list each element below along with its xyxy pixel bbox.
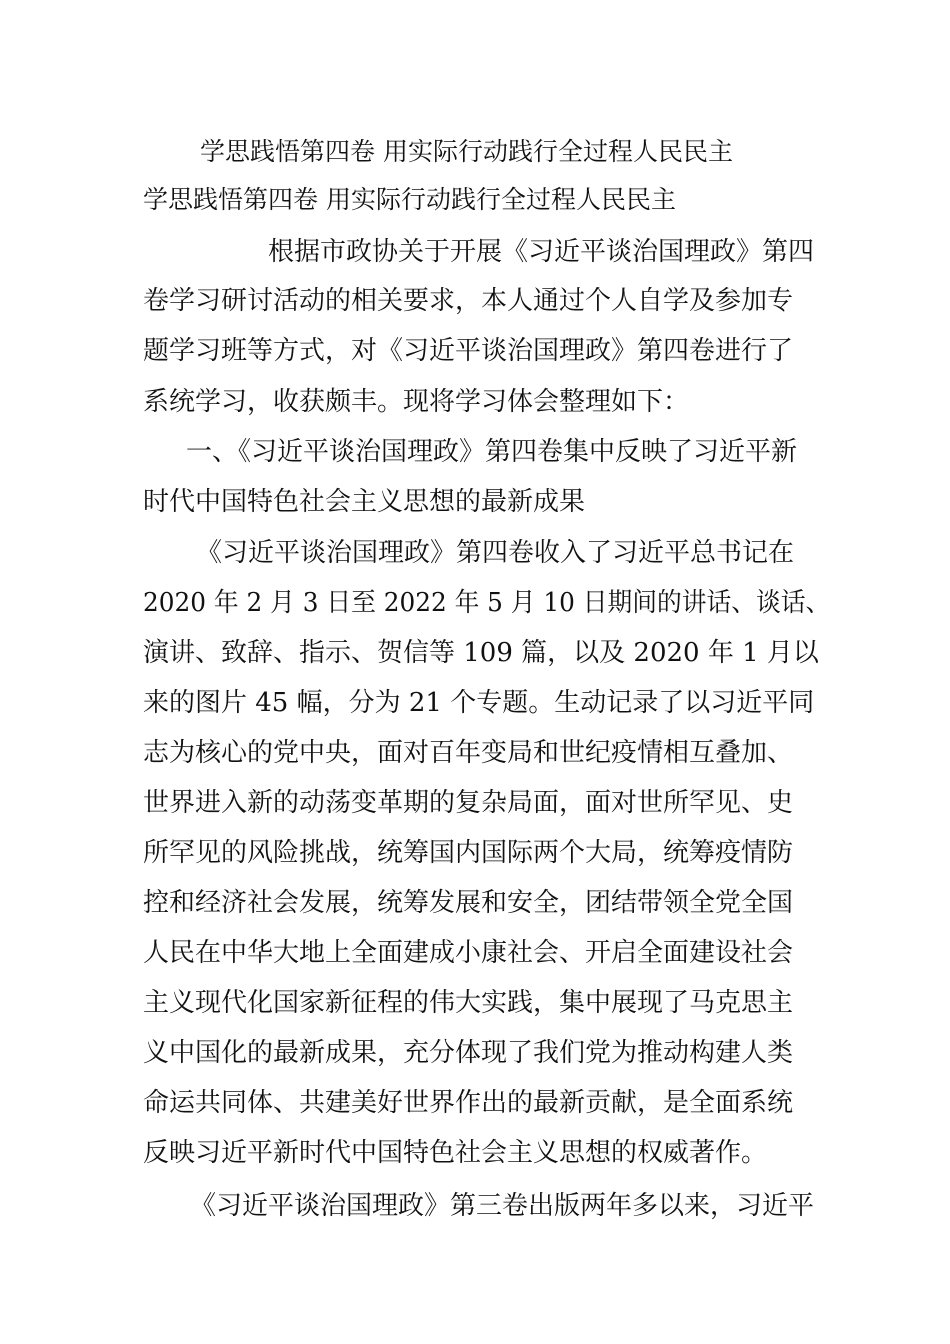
- document-title: 学思践悟第四卷 用实际行动践行全过程人民民主: [200, 137, 733, 166]
- next-paragraph-line: 《习近平谈治国理政》第三卷出版两年多以来，习近平: [190, 1191, 815, 1221]
- body-line: 世界进入新的动荡变革期的复杂局面，面对世所罕见、史: [143, 788, 794, 818]
- body-line: 来的图片 45 幅，分为 21 个专题。生动记录了以习近平同: [143, 688, 815, 718]
- body-line: 命运共同体、共建美好世界作出的最新贡献，是全面系统: [143, 1088, 794, 1118]
- body-line: 2020 年 2 月 3 日至 2022 年 5 月 10 日期间的讲话、谈话、: [143, 588, 831, 618]
- body-line: 志为核心的党中央，面对百年变局和世纪疫情相互叠加、: [143, 738, 794, 768]
- section-heading-line: 时代中国特色社会主义思想的最新成果: [143, 487, 586, 517]
- body-line: 演讲、致辞、指示、贺信等 109 篇，以及 2020 年 1 月以: [143, 638, 819, 668]
- body-line: 主义现代化国家新征程的伟大实践，集中展现了马克思主: [143, 988, 794, 1018]
- body-line: 人民在中华大地上全面建成小康社会、开启全面建设社会: [143, 938, 794, 968]
- intro-line: 根据市政协关于开展《习近平谈治国理政》第四: [268, 237, 815, 267]
- intro-line: 题学习班等方式，对《习近平谈治国理政》第四卷进行了: [143, 336, 794, 366]
- body-line: 反映习近平新时代中国特色社会主义思想的权威著作。: [143, 1138, 768, 1168]
- section-heading-line: 一、《习近平谈治国理政》第四卷集中反映了习近平新: [186, 437, 798, 467]
- intro-line: 系统学习，收获颇丰。现将学习体会整理如下：: [143, 387, 690, 417]
- body-line: 义中国化的最新成果，充分体现了我们党为推动构建人类: [143, 1038, 794, 1068]
- body-line: 控和经济社会发展，统筹发展和安全，团结带领全党全国: [143, 888, 794, 918]
- intro-line: 卷学习研讨活动的相关要求，本人通过个人自学及参加专: [143, 286, 794, 316]
- body-line: 《习近平谈治国理政》第四卷收入了习近平总书记在: [196, 538, 795, 568]
- document-subtitle: 学思践悟第四卷 用实际行动践行全过程人民民主: [143, 185, 676, 214]
- body-line: 所罕见的风险挑战，统筹国内国际两个大局，统筹疫情防: [143, 838, 794, 868]
